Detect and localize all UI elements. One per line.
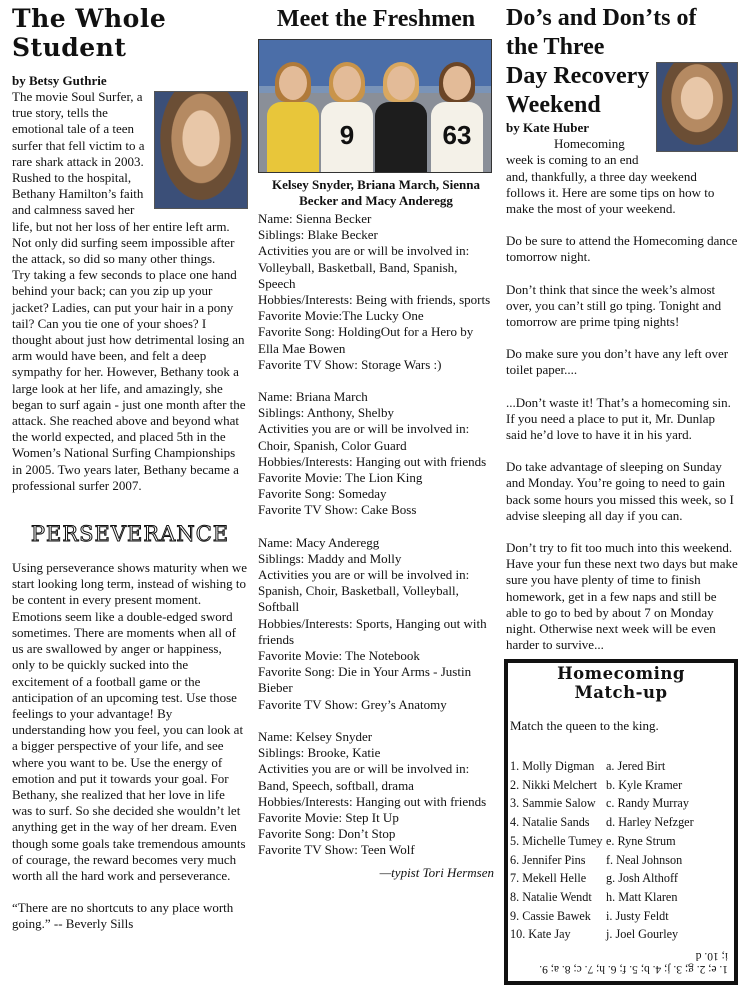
profile-song: Favorite Song: Die in Your Arms - Justin Bieber xyxy=(258,664,472,696)
queen-item: 1. Molly Digman xyxy=(510,759,595,773)
queen-item: 10. Kate Jay xyxy=(510,927,571,942)
homecoming-title xyxy=(508,664,734,702)
king-item: h. Matt Klaren xyxy=(606,889,678,904)
kings-list xyxy=(606,757,694,944)
queens-list xyxy=(510,757,602,944)
perseverance-body: Using perseverance shows maturity when we start looking long term, instead of wishing to be content in every present moment. Emotions seem like a double-edged sword sometimes. There are moments when all of us are swallowed by anger or happiness, only to be quickly sucked into the excitement of a football game or the anticipation of an upcoming test. Use those feelings to your advantage! By understanding how you feel, you can look at a bigger perspective of your life, and see where you want to be. Use the energy of emotion and put it towards your goal. For Bethany, she realized that her love in life was to surf. So she decided she wouldn’t let anything get in the way of her dream. Even though some goals take tremendous amounts of courage, the reward becomes very much worth all the hard work and perseverance. xyxy=(12,560,248,883)
answer-line-2: i; 10. d xyxy=(695,950,728,962)
profile-activities: Activities you are or will be involved in: Spanish, Choir, Basketball, Volleyball, Softball xyxy=(258,567,470,615)
dos-donts-tip: Don’t think that since the week’s almost over, you can’t still go tping. Tonight and tomorrow are prime tping nights! xyxy=(506,281,722,330)
answer-line-1: 1. e; 2. g; 3. j; 4. b; 5. f; 6. h; 7. c; 8. a; 9. xyxy=(539,963,728,975)
profile-kelsey xyxy=(258,729,494,859)
perseverance-heading: PERSEVERANCE xyxy=(30,522,230,547)
typist-credit: —typist Tori Hermsen xyxy=(379,864,494,880)
king-item: f. Neal Johnson xyxy=(606,852,683,867)
whole-student-column xyxy=(12,0,248,933)
freshmen-column xyxy=(258,0,494,881)
profile-song: Favorite Song: Don’t Stop xyxy=(258,826,396,842)
queen-item: 5. Michelle Tumey xyxy=(510,833,603,848)
dos-donts-tip: ...Don’t waste it! That’s a homecoming sin. If you need a place to put it, Mr. Dunlap said he’d love to have it in his yard. xyxy=(506,394,731,443)
profile-hobbies: Hobbies/Interests: Being with friends, sports xyxy=(258,292,491,308)
king-item: i. Justy Feldt xyxy=(606,908,669,923)
king-item: c. Randy Murray xyxy=(606,796,689,811)
profile-tv: Favorite TV Show: Cake Boss xyxy=(258,502,417,518)
queen-item: 7. Mekell Helle xyxy=(510,871,587,886)
profile-sienna xyxy=(258,211,494,373)
homecoming-title-line2: Match-up xyxy=(574,683,668,702)
dos-donts-column xyxy=(506,0,738,653)
whole-student-title-line2: Student xyxy=(12,33,127,62)
queen-item: 3. Sammie Salow xyxy=(510,796,596,811)
profile-movie: Favorite Movie:The Lucky One xyxy=(258,308,424,324)
whole-student-title-line1: The Whole xyxy=(12,4,167,33)
freshman-figure xyxy=(431,60,483,172)
queen-item: 4. Natalie Sands xyxy=(510,815,590,830)
freshman-figure xyxy=(267,60,319,172)
profile-siblings: Siblings: Anthony, Shelby xyxy=(258,405,395,421)
sills-quote: “There are no shortcuts to any place worth going.” -- Beverly Sills xyxy=(12,900,234,932)
dos-donts-title-line: Weekend xyxy=(506,92,601,118)
profile-activities: Activities you are or will be involved in: Band, Speech, softball, drama xyxy=(258,761,470,793)
profile-hobbies: Hobbies/Interests: Sports, Hanging out with friends xyxy=(258,615,487,647)
dos-donts-byline: by Kate Huber xyxy=(506,120,590,135)
king-item: g. Josh Althoff xyxy=(606,871,678,886)
dos-donts-tip: Do take advantage of sleeping on Sunday and Monday. You’re going to need to gain back some hours you missed this week, so I advise sleeping all day if you can. xyxy=(506,459,734,523)
answer-key-upside-down xyxy=(516,949,728,975)
profile-name: Name: Macy Anderegg xyxy=(258,534,380,550)
whole-student-body-2: Try taking a few seconds to place one hand behind your back; can you zip up your jacket? Ladies, can put your hair in a pony tail? Can you tie one of your shoes? I thought about just how detrimental losing an arm would have been, and felt a deep sympathy for her. However, Bethany took a large look at her life, and amazingly, she began to surf again - just one month after the attack. She reached above and beyond what the world expected, and placed 5th in the Women’s National Surfing Championships in 2005. Two years later, Bethany became a professional surfer 2007. xyxy=(12,267,246,493)
profile-siblings: Siblings: Maddy and Molly xyxy=(258,550,402,566)
profile-hobbies: Hobbies/Interests: Hanging out with friends xyxy=(258,793,487,809)
profile-briana xyxy=(258,389,494,519)
king-item: b. Kyle Kramer xyxy=(606,777,683,792)
profile-siblings: Siblings: Brooke, Katie xyxy=(258,745,381,761)
dos-donts-tip: Don’t try to fit too much into this weekend. Have your fun these next two days but make sure you have plenty of time to finish homework, get in a few naps and still be able to go to bed by about 7 on Monday night. Otherwise next week will be even harder to survive... xyxy=(506,540,738,653)
profile-song: Favorite Song: HoldingOut for a Hero by Ella Mae Bowen xyxy=(258,324,474,356)
whole-student-title xyxy=(12,4,248,62)
profile-movie: Favorite Movie: The Lion King xyxy=(258,470,423,486)
whole-student-body: The movie Soul Surfer, a true story, tells the emotional tale of a teen surfer that fell victim to a rare shark attack in 2003. Rushed to the hospital, Bethany Hamilton’s faith and calmness saved her life, but not her loss of her entire left arm. Not only did surfing seem impossible after the attack, so did so many other things. xyxy=(12,89,235,267)
profile-activities: Activities you are or will be involved in: Volleyball, Basketball, Band, Spanish, Speech xyxy=(258,243,470,291)
queen-item: 6. Jennifer Pins xyxy=(510,852,586,867)
freshman-figure xyxy=(321,60,373,172)
profile-activities: Activities you are or will be involved in: Choir, Spanish, Color Guard xyxy=(258,421,470,453)
homecoming-matchup-box xyxy=(504,659,738,985)
freshmen-group-photo xyxy=(258,39,492,173)
queen-item: 9. Cassie Bawek xyxy=(510,908,591,923)
author-photo-kate xyxy=(656,62,738,152)
freshman-figure xyxy=(375,60,427,172)
profile-name: Name: Briana March xyxy=(258,389,368,405)
profile-siblings: Siblings: Blake Becker xyxy=(258,227,378,243)
photo-caption: Kelsey Snyder, Briana March, Sienna Becker and Macy Anderegg xyxy=(271,177,481,208)
profile-movie: Favorite Movie: Step It Up xyxy=(258,809,399,825)
homecoming-title-line1: Homecoming xyxy=(557,664,685,683)
king-item: j. Joel Gourley xyxy=(606,927,679,942)
jersey-number: 9 xyxy=(339,120,355,150)
king-item: e. Ryne Strum xyxy=(606,833,676,848)
king-item: d. Harley Nefzger xyxy=(606,815,694,830)
dos-donts-title-line: Do’s and Don’ts of xyxy=(506,5,697,31)
king-item: a. Jered Birt xyxy=(606,759,666,773)
freshmen-title: Meet the Freshmen xyxy=(276,6,476,32)
jersey-number: 63 xyxy=(442,120,472,150)
homecoming-instructions: Match the queen to the king. xyxy=(510,718,659,733)
profile-macy xyxy=(258,535,494,713)
profile-tv: Favorite TV Show: Teen Wolf xyxy=(258,842,415,858)
profile-movie: Favorite Movie: The Notebook xyxy=(258,648,420,664)
profile-hobbies: Hobbies/Interests: Hanging out with friends xyxy=(258,453,487,469)
queen-item: 8. Natalie Wendt xyxy=(510,889,592,904)
dos-donts-title-line: Day Recovery xyxy=(506,63,650,89)
dos-donts-title-line: the Three xyxy=(506,34,605,60)
profile-name: Name: Sienna Becker xyxy=(258,211,372,226)
dos-donts-tip: Do make sure you don’t have any left over toilet paper.... xyxy=(506,346,729,378)
dos-donts-intro: Homecoming week is coming to an end and, thankfully, a three day weekend follows it. Here are some tips on how to make the most of your weekend. xyxy=(506,136,715,217)
whole-student-byline: by Betsy Guthrie xyxy=(12,73,107,88)
profile-name: Name: Kelsey Snyder xyxy=(258,728,373,744)
profile-song: Favorite Song: Someday xyxy=(258,486,387,502)
queen-item: 2. Nikki Melchert xyxy=(510,777,597,792)
dos-donts-tip: Do be sure to attend the Homecoming dance tomorrow night. xyxy=(506,233,738,265)
profile-tv: Favorite TV Show: Storage Wars :) xyxy=(258,356,442,372)
profile-tv: Favorite TV Show: Grey’s Anatomy xyxy=(258,696,447,712)
author-photo-betsy xyxy=(154,91,248,209)
